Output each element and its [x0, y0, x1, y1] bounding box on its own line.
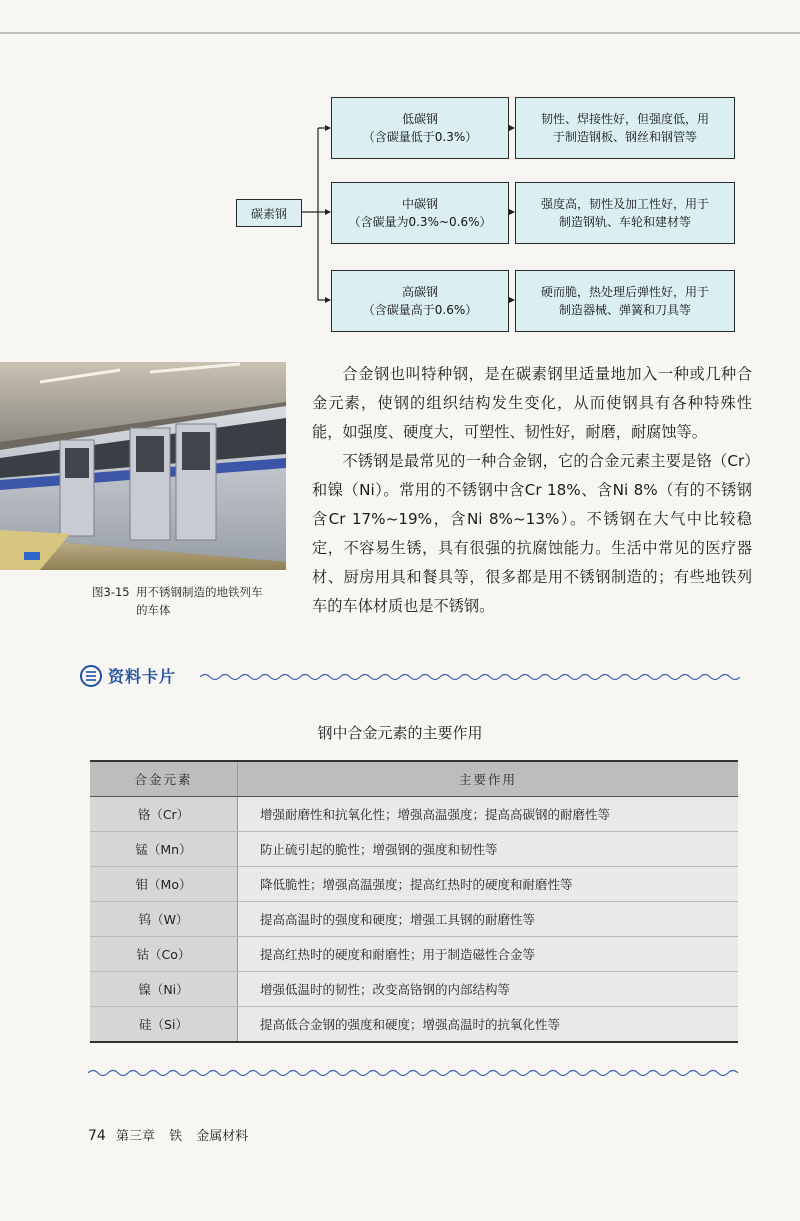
table-row — [90, 937, 738, 972]
element-cell: 钼（Mo） — [90, 867, 238, 902]
data-card-title: 资料卡片 — [108, 667, 177, 686]
paragraph-alloy-steel: 合金钢也叫特种钢，是在碳素钢里适量地加入一种或几种合金元素，使钢的组织结构发生变化，从而使钢具有各种特殊性能，如强度、硬度大，可塑性、韧性好，耐磨，耐腐蚀等。 — [312, 365, 752, 441]
element-cell: 锰（Mn） — [90, 832, 238, 867]
high-carbon-property-line2: 制造器械、弹簧和刀具等 — [558, 303, 691, 317]
chapter-title: 铁 — [169, 1129, 183, 1144]
element-cell: 镍（Ni） — [90, 972, 238, 1007]
section-title: 金属材料 — [196, 1129, 249, 1144]
high-carbon-steel-properties-box — [515, 270, 735, 332]
medium-carbon-property-line1: 强度高，韧性及加工性好，用于 — [540, 197, 709, 211]
page-number: 74 — [88, 1128, 106, 1144]
carbon-steel-root-box: 碳素钢 — [236, 199, 302, 227]
low-carbon-steel-properties-box — [515, 97, 735, 159]
effect-cell: 增强低温时的韧性；改变高铬钢的内部结构等 — [238, 972, 739, 1007]
low-carbon-property-line1: 韧性、焊接性好，但强度低，用 — [540, 112, 709, 126]
element-cell: 钨（W） — [90, 902, 238, 937]
effect-cell: 防止硫引起的脆性；增强钢的强度和韧性等 — [238, 832, 739, 867]
figure-number: 图3-15 — [92, 585, 130, 599]
medium-carbon-steel-properties-box — [515, 182, 735, 244]
effect-cell: 提高红热时的硬度和耐磨性；用于制造磁性合金等 — [238, 937, 739, 972]
effect-cell: 增强耐磨性和抗氧化性；增强高温强度；提高高碳钢的耐磨性等 — [238, 797, 739, 832]
alloy-table-title: 钢中合金元素的主要作用 — [317, 724, 483, 742]
medium-carbon-steel-box — [331, 182, 509, 244]
header-element: 合金元素 — [90, 761, 238, 797]
table-header-row — [90, 761, 738, 797]
table-row — [90, 832, 738, 867]
high-carbon-steel-box — [331, 270, 509, 332]
element-cell: 铬（Cr） — [90, 797, 238, 832]
figure-caption-line2: 的车体 — [136, 603, 171, 617]
table-row — [90, 1007, 738, 1043]
medium-carbon-steel-name: 中碳钢 — [401, 197, 438, 211]
high-carbon-property-line1: 硬而脆，热处理后弹性好，用于 — [540, 285, 709, 299]
body-text — [312, 360, 752, 621]
header-effect: 主要作用 — [238, 761, 739, 797]
element-cell: 硅（Si） — [90, 1007, 238, 1043]
table-row — [90, 902, 738, 937]
high-carbon-steel-name: 高碳钢 — [401, 285, 438, 299]
data-card-bottom-wave-rule — [88, 1068, 740, 1078]
low-carbon-property-line2: 于制造钢板、钢丝和钢管等 — [552, 130, 697, 144]
table-row — [90, 972, 738, 1007]
medium-carbon-property-line2: 制造钢轨、车轮和建材等 — [558, 215, 691, 229]
low-carbon-steel-box — [331, 97, 509, 159]
high-carbon-steel-note: （含碳量高于0.6%） — [362, 303, 478, 317]
alloy-elements-table — [90, 760, 738, 1043]
figure-caption — [92, 583, 263, 619]
chapter-label: 第三章 — [115, 1129, 155, 1144]
effect-cell: 提高高温时的强度和硬度；增强工具钢的耐磨性等 — [238, 902, 739, 937]
element-cell: 钴（Co） — [90, 937, 238, 972]
figure-caption-line1: 用不锈钢制造的地铁列车 — [136, 585, 263, 599]
effect-cell: 提高低合金钢的强度和硬度；增强高温时的抗氧化性等 — [238, 1007, 739, 1043]
table-row — [90, 867, 738, 902]
low-carbon-steel-note: （含碳量低于0.3%） — [362, 130, 478, 144]
table-row — [90, 797, 738, 832]
subway-train-photo — [0, 362, 286, 570]
data-card-wave-rule — [200, 672, 740, 682]
medium-carbon-steel-note: （含碳量为0.3%~0.6%） — [348, 215, 492, 229]
paragraph-stainless-steel: 不锈钢是最常见的一种合金钢，它的合金元素主要是铬（Cr）和镍（Ni）。常用的不锈钢中含Cr 18%、含Ni 8%（有的不锈钢含Cr 17%~19%，含Ni 8%~13%）。不锈钢在大气中比较稳定，不容易生锈，具有很强的抗腐蚀能力。生活中常见的医疗器材、厨房用具和餐具等，很多都是用不锈钢制造的；有些地铁列车的车体材质也是不锈钢。 — [312, 452, 752, 615]
data-card-header — [80, 664, 176, 687]
effect-cell: 降低脆性；增强高温强度；提高红热时的硬度和耐磨性等 — [238, 867, 739, 902]
book-icon — [80, 665, 102, 687]
page-footer — [88, 1125, 248, 1144]
low-carbon-steel-name: 低碳钢 — [401, 112, 438, 126]
